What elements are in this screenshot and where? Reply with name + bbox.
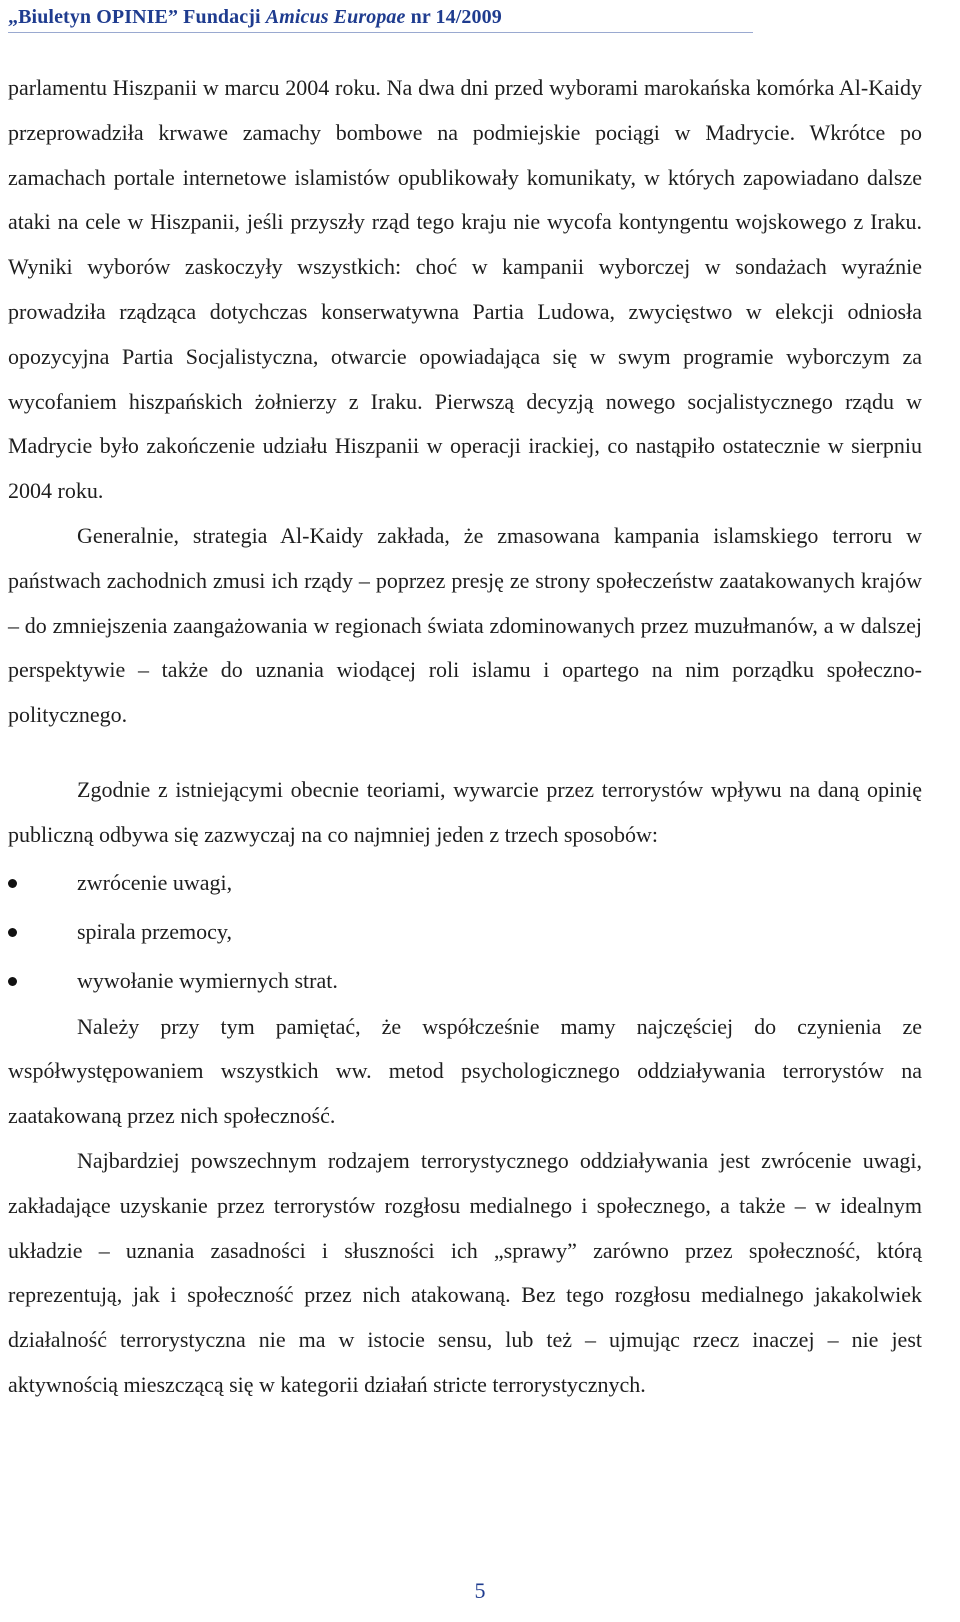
paragraph-gap [8, 738, 922, 768]
list-item-text: spirala przemocy, [77, 918, 232, 944]
header-title-prefix: „Biuletyn OPINIE” Fundacji [8, 6, 266, 28]
header-title-italic: Amicus Europae [265, 6, 406, 28]
paragraph: Generalnie, strategia Al-Kaidy zakłada, że zmasowana kampania islamskiego terroru w państwach zachodnich zmusi ich rządy – poprzez presję ze strony społeczeństw zaatakowanych krajów – do zmniejszenia zaangażowania w regionach świata zdominowanych przez muzułmanów, a w dalszej perspektywie – także do uznania wiodącej roli islamu i opartego na nim porządku społeczno-politycznego. [8, 522, 922, 728]
bullet-list [8, 858, 922, 1005]
header-title [8, 6, 502, 29]
list-item [8, 907, 922, 956]
page-number: 5 [474, 1578, 486, 1603]
paragraph: Należy przy tym pamiętać, że współcześnie mamy najczęściej do czynienia ze współwystępowaniem wszystkich ww. metod psychologicznego oddziaływania terrorystów na zaatakowaną przez nich społeczność. [8, 1013, 922, 1129]
page-header [8, 2, 753, 33]
list-item [8, 956, 922, 1005]
header-title-suffix: nr 14/2009 [405, 6, 502, 28]
list-item-text: zwrócenie uwagi, [77, 869, 233, 895]
paragraph: parlamentu Hiszpanii w marcu 2004 roku. Na dwa dni przed wyborami marokańska komórka Al-Kaidy przeprowadziła krwawe zamachy bombowe na podmiejskie pociągi w Madrycie. Wkrótce po zamachach portale internetowe islamistów opublikowały komunikaty, w których zapowiadano dalsze ataki na cele w Hiszpanii, jeśli przyszły rząd tego kraju nie wycofa kontyngentu wojskowego z Iraku. Wyniki wyborów zaskoczyły wszystkich: choć w kampanii wyborczej w sondażach wyraźnie prowadziła rządząca dotychczas konserwatywna Partia Ludowa, zwycięstwo w elekcji odniosła opozycyjna Partia Socjalistyczna, otwarcie opowiadająca się w swym programie wyborczym za wycofaniem hiszpańskich żołnierzy z Iraku. Pierwszą decyzją nowego socjalistycznego rządu w Madrycie było zakończenie udziału Hiszpanii w operacji irackiej, co nastąpiło ostatecznie w sierpniu 2004 roku. [8, 75, 922, 504]
list-item-text: wywołanie wymiernych strat. [77, 967, 338, 993]
document-body [8, 66, 922, 1408]
bullet-icon [8, 879, 17, 888]
list-item [8, 858, 922, 907]
paragraph: Zgodnie z istniejącymi obecnie teoriami, wywarcie przez terrorystów wpływu na daną opinię publiczną odbywa się zazwyczaj na co najmniej jeden z trzech sposobów: [8, 776, 922, 847]
paragraph: Najbardziej powszechnym rodzajem terrorystycznego oddziaływania jest zwrócenie uwagi, zakładające uzyskanie przez terrorystów rozgłosu medialnego i społecznego, a także – w idealnym układzie – uznania zasadności i słuszności ich „sprawy” zarówno przez społeczność, którą reprezentują, jak i społeczność przez nich atakowaną. Bez tego rozgłosu medialnego jakakolwiek działalność terrorystyczna nie ma w istocie sensu, lub też – ujmując rzecz inaczej – nie jest aktywnością mieszczącą się w kategorii działań stricte terrorystycznych. [8, 1147, 922, 1397]
bullet-icon [8, 977, 17, 986]
bullet-icon [8, 928, 17, 937]
